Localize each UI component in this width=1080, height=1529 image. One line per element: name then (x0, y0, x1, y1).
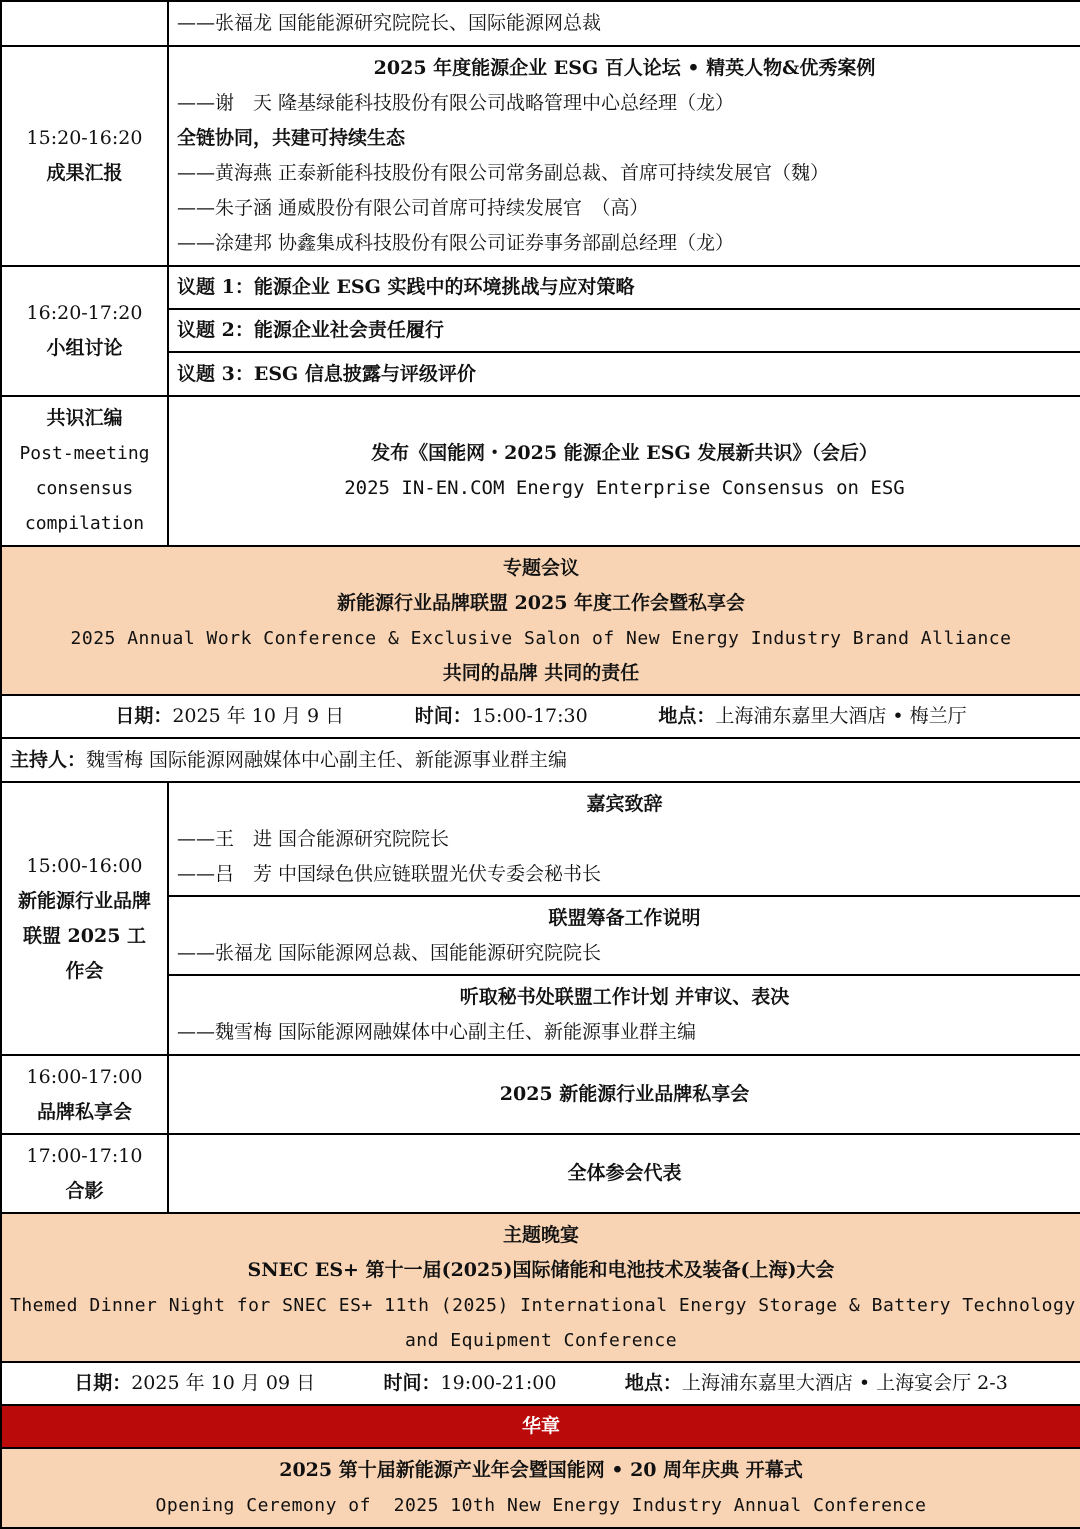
meeting-meta-row (1, 695, 1080, 738)
topic-text: 议题 2：能源企业社会责任履行 (177, 319, 444, 341)
agenda-row-work-conf (1, 782, 1080, 896)
session-time: 15:20-16:20 (26, 127, 143, 149)
topic-cell (168, 352, 1080, 396)
host-info: 主持人：魏雪梅 国际能源网融媒体中心副主任、新能源事业群主编 (10, 748, 568, 771)
banner-title: 新能源行业品牌联盟 2025 年度工作会暨私享会 (336, 591, 746, 614)
speaker-line: ——朱子涵 通威股份有限公司首席可持续发展官 （高） (177, 197, 649, 219)
meta-cell (1, 695, 1080, 738)
banner-label: 主题晚宴 (502, 1223, 579, 1246)
time-cell (1, 1055, 168, 1134)
topic-cell (168, 266, 1080, 309)
time-cell (1, 782, 168, 1055)
content-cell (168, 782, 1080, 896)
content-cell (168, 396, 1080, 546)
meta-cell (1, 1362, 1080, 1405)
banner-slogan: 共同的品牌 共同的责任 (442, 661, 640, 684)
speaker-line: ——张福龙 国能能源研究院院长、国际能源网总裁 (177, 12, 602, 34)
section-title: 嘉宾致辞 (586, 792, 663, 815)
speaker-line: ——魏雪梅 国际能源网融媒体中心副主任、新能源事业群主编 (177, 1021, 697, 1043)
session-name: 小组讨论 (46, 337, 123, 359)
time-cell-empty (1, 1, 168, 46)
host-cell (1, 738, 1080, 782)
banner-title-en: Themed Dinner Night for SNEC ES+ 11th (2025) International Energy Storage & Battery Technology (10, 1294, 1076, 1316)
content-cell (168, 1134, 1080, 1213)
banner-title-en: and Equipment Conference (404, 1329, 678, 1351)
speaker-line: ——张福龙 国际能源网总裁、国能能源研究院院长 (177, 941, 602, 964)
time-info: 时间：15:00-17:30 (414, 705, 588, 727)
agenda-row-salon (1, 1055, 1080, 1134)
section-subtitle: 全链协同，共建可持续生态 (177, 127, 406, 149)
session-content: 全体参会代表 (567, 1162, 682, 1184)
content-cell (168, 896, 1080, 975)
dinner-header (1, 1213, 1080, 1362)
content-cell (168, 1, 1080, 46)
time-cell (1, 1134, 168, 1213)
time-cell (1, 266, 168, 396)
consensus-title-en: 2025 IN-EN.COM Energy Enterprise Consensus on ESG (344, 477, 905, 499)
section-title: 2025 年度能源企业 ESG 百人论坛 • 精英人物&优秀案例 (373, 57, 876, 79)
agenda-row-consensus (1, 396, 1080, 546)
special-meeting-header (1, 546, 1080, 695)
banner-title: 2025 第十届新能源产业年会暨国能网 • 20 周年庆典 开幕式 (279, 1459, 803, 1481)
session-name: 合影 (65, 1179, 104, 1202)
session-time: 16:20-17:20 (26, 302, 143, 324)
speaker-line: ——王 进 国合能源研究院院长 (177, 827, 450, 850)
agenda-row-results (1, 46, 1080, 266)
content-cell (168, 46, 1080, 266)
chapter-label: 华章 (1, 1405, 1080, 1448)
session-content: 2025 新能源行业品牌私享会 (499, 1083, 750, 1105)
speaker-line: ——黄海燕 正泰新能科技股份有限公司常务副总裁、首席可持续发展官（魏） (177, 162, 830, 184)
session-name-en: Post-meeting (19, 443, 150, 464)
time-info: 时间：19:00-21:00 (383, 1372, 557, 1394)
banner-cell (1, 1213, 1080, 1362)
chapter-row (1, 1405, 1080, 1448)
banner-cell (1, 546, 1080, 695)
time-cell (1, 46, 168, 266)
banner-title-en: 2025 Annual Work Conference & Exclusive Salon of New Energy Industry Brand Alliance (70, 627, 1012, 649)
session-name: 新能源行业品牌联盟 2025 工作会 (17, 889, 151, 982)
topic-text: 议题 1：能源企业 ESG 实践中的环境挑战与应对策略 (177, 276, 635, 298)
section-title: 联盟筹备工作说明 (548, 906, 701, 929)
agenda-row-photo (1, 1134, 1080, 1213)
speaker-line: ——吕 芳 中国绿色供应链联盟光伏专委会秘书长 (177, 862, 602, 885)
section-title: 听取秘书处联盟工作计划 并审议、表决 (459, 986, 790, 1008)
agenda-row-top-speaker (1, 1, 1080, 46)
banner-title: SNEC ES+ 第十一届(2025)国际储能和电池技术及装备(上海)大会 (247, 1258, 835, 1281)
dinner-meta-row (1, 1362, 1080, 1405)
date-info: 日期：2025 年 10 月 9 日 (115, 705, 345, 727)
content-cell (168, 1055, 1080, 1134)
banner-title-en: Opening Ceremony of 2025 10th New Energy Industry Annual Conference (155, 1495, 927, 1516)
session-name-en: compilation (24, 513, 145, 534)
session-name: 共识汇编 (46, 407, 123, 429)
session-time: 15:00-16:00 (26, 854, 143, 877)
agenda-row-discussion (1, 266, 1080, 309)
speaker-line: ——谢 天 隆基绿能科技股份有限公司战略管理中心总经理（龙） (177, 92, 735, 114)
speaker-line: ——涂建邦 协鑫集成科技股份有限公司证券事务部副总经理（龙） (177, 232, 735, 254)
banner-cell (1, 1448, 1080, 1528)
session-name: 品牌私享会 (36, 1100, 132, 1123)
topic-cell (168, 309, 1080, 352)
session-name-en: consensus (35, 478, 134, 499)
session-name: 成果汇报 (46, 162, 123, 184)
session-time: 16:00-17:00 (26, 1065, 143, 1088)
opening-ceremony-row (1, 1448, 1080, 1528)
topic-text: 议题 3：ESG 信息披露与评级评价 (177, 362, 476, 385)
time-cell (1, 396, 168, 546)
banner-label: 专题会议 (502, 556, 579, 579)
session-time: 17:00-17:10 (26, 1144, 143, 1167)
content-cell (168, 975, 1080, 1055)
host-row (1, 738, 1080, 782)
consensus-title: 发布《国能网・2025 能源企业 ESG 发展新共识》（会后） (371, 442, 878, 464)
place-info: 地点：上海浦东嘉里大酒店 • 梅兰厅 (658, 705, 967, 727)
date-info: 日期：2025 年 10 月 09 日 (74, 1372, 316, 1394)
place-info: 地点：上海浦东嘉里大酒店 • 上海宴会厅 2-3 (624, 1372, 1008, 1394)
